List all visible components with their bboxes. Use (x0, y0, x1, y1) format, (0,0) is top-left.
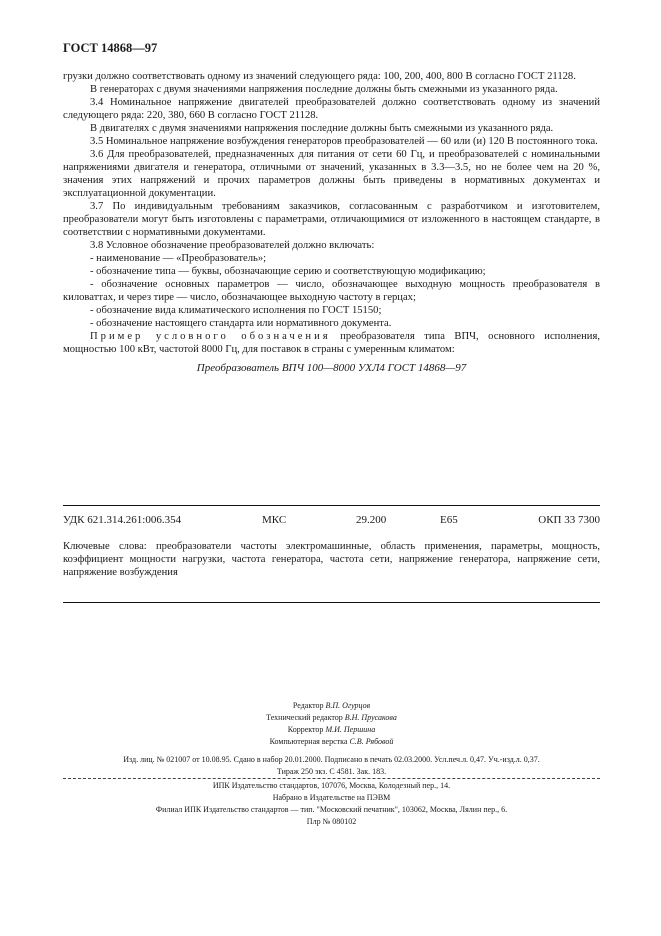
example-paragraph (63, 330, 600, 356)
license-line: Изд. лиц. № 021007 от 10.08.95. Сдано в набор 20.01.2000. Подписано в печать 02.03.2000. Усл.печ.л. 0,47. Уч.-изд.л. 0,37. (123, 755, 540, 764)
e-code: Е65 (440, 514, 458, 526)
editor-line: Редактор В.П. Огурцов (292, 701, 371, 710)
paragraph: В генераторах с двумя значениями напряжения последние должны быть смежными из указанного ряда. (90, 84, 558, 95)
body-text (63, 70, 600, 375)
example-lead: Пример условного обозначения (90, 331, 331, 342)
list-item: - обозначение типа — буквы, обозначающие серию и соответствующую модификацию; (90, 266, 486, 277)
list-item: - наименование — «Преобразователь»; (90, 253, 267, 264)
list-item: - обозначение настоящего стандарта или нормативного документа. (90, 318, 392, 329)
paragraph: 3.5 Номинальное напряжение возбуждения генераторов преобразователей — 60 или (и) 120 В постоянного тока. (90, 136, 598, 147)
paragraph: 3.7 По индивидуальным требованиям заказчиков, согласованным с разработчиком и изготовителем, преобразователи могут быть изготовлены с параметрами, отличающимися от изложенного в настоящем стандарте, в соответствии с нормативными документами. (63, 201, 600, 238)
divider (63, 778, 600, 779)
okp-code: ОКП 33 7300 (538, 514, 600, 526)
paragraph: грузки должно соответствовать одному из значений следующего ряда: 100, 200, 400, 800 В согласно ГОСТ 21128. (63, 71, 576, 82)
imprint (63, 700, 600, 828)
paragraph: 3.4 Номинальное напряжение двигателей преобразователей должно соответствовать одному из значений следующего ряда: 220, 380, 660 В согласно ГОСТ 21128. (63, 97, 600, 121)
list-item: - обозначение основных параметров — число, обозначающее выходную мощность преобразователя в киловаттах, и через тире — число, обозначающее выходную частоту в герцах; (63, 279, 600, 303)
mks-label: МКС (262, 514, 287, 526)
branch-line: Филиал ИПК Издательство стандартов — тип. "Московский печатник", 103062, Москва, Лялин пер., 6. (155, 805, 508, 814)
paragraph: 3.8 Условное обозначение преобразователей должно включать: (90, 240, 375, 251)
list-item: - обозначение вида климатического исполнения по ГОСТ 15150; (90, 305, 382, 316)
page-header: ГОСТ 14868—97 (63, 41, 158, 55)
classification-row (63, 514, 600, 528)
udk-code: УДК 621.314.261:006.354 (63, 514, 182, 526)
plr-line: Плр № 080102 (306, 817, 357, 826)
paragraph: В двигателях с двумя значениями напряжения последние должны быть смежными из указанного ряда. (90, 123, 554, 134)
mks-value: 29.200 (356, 514, 387, 526)
corrector-line: Корректор М.И. Першина (287, 725, 376, 734)
tech-editor-line: Технический редактор В.Н. Прусакова (266, 713, 397, 722)
divider (63, 505, 600, 506)
typeset-line: Набрано в Издательстве на ПЭВМ (272, 793, 391, 802)
keywords: Ключевые слова: преобразователи частоты электромашинные, область применения, параметры, мощность, коэффициент мощности нагрузки, частота генератора, частота сети, напряжение генератора, напряжение сети, напряжение возбуждения (63, 541, 600, 579)
paragraph: 3.6 Для преобразователей, предназначенных для питания от сети 60 Гц, и преобразователей с номинальными напряжениями двигателя и генератора, отличными от значений, указанных в 3.3—3.5, но не более чем на 20 %, значения этих напряжений и прочих параметров должны быть приведены в нормативных документах и эксплуатационной документации. (63, 149, 600, 199)
publisher-line: ИПК Издательство стандартов, 107076, Москва, Колодезный пер., 14. (212, 781, 451, 790)
example-designation: Преобразователь ВПЧ 100—8000 УХЛ4 ГОСТ 14868—97 (196, 362, 467, 374)
print-run-line: Тираж 250 экз. С 4581. Зак. 183. (276, 767, 387, 776)
example-rest: преобразователя типа ВПЧ, основного исполнения, мощностью 100 кВт, частотой 8000 Гц, для поставок в страны с умеренным климатом: (63, 331, 600, 355)
layout-line: Компьютерная верстка С.В. Рябовой (269, 737, 394, 746)
divider (63, 602, 600, 603)
